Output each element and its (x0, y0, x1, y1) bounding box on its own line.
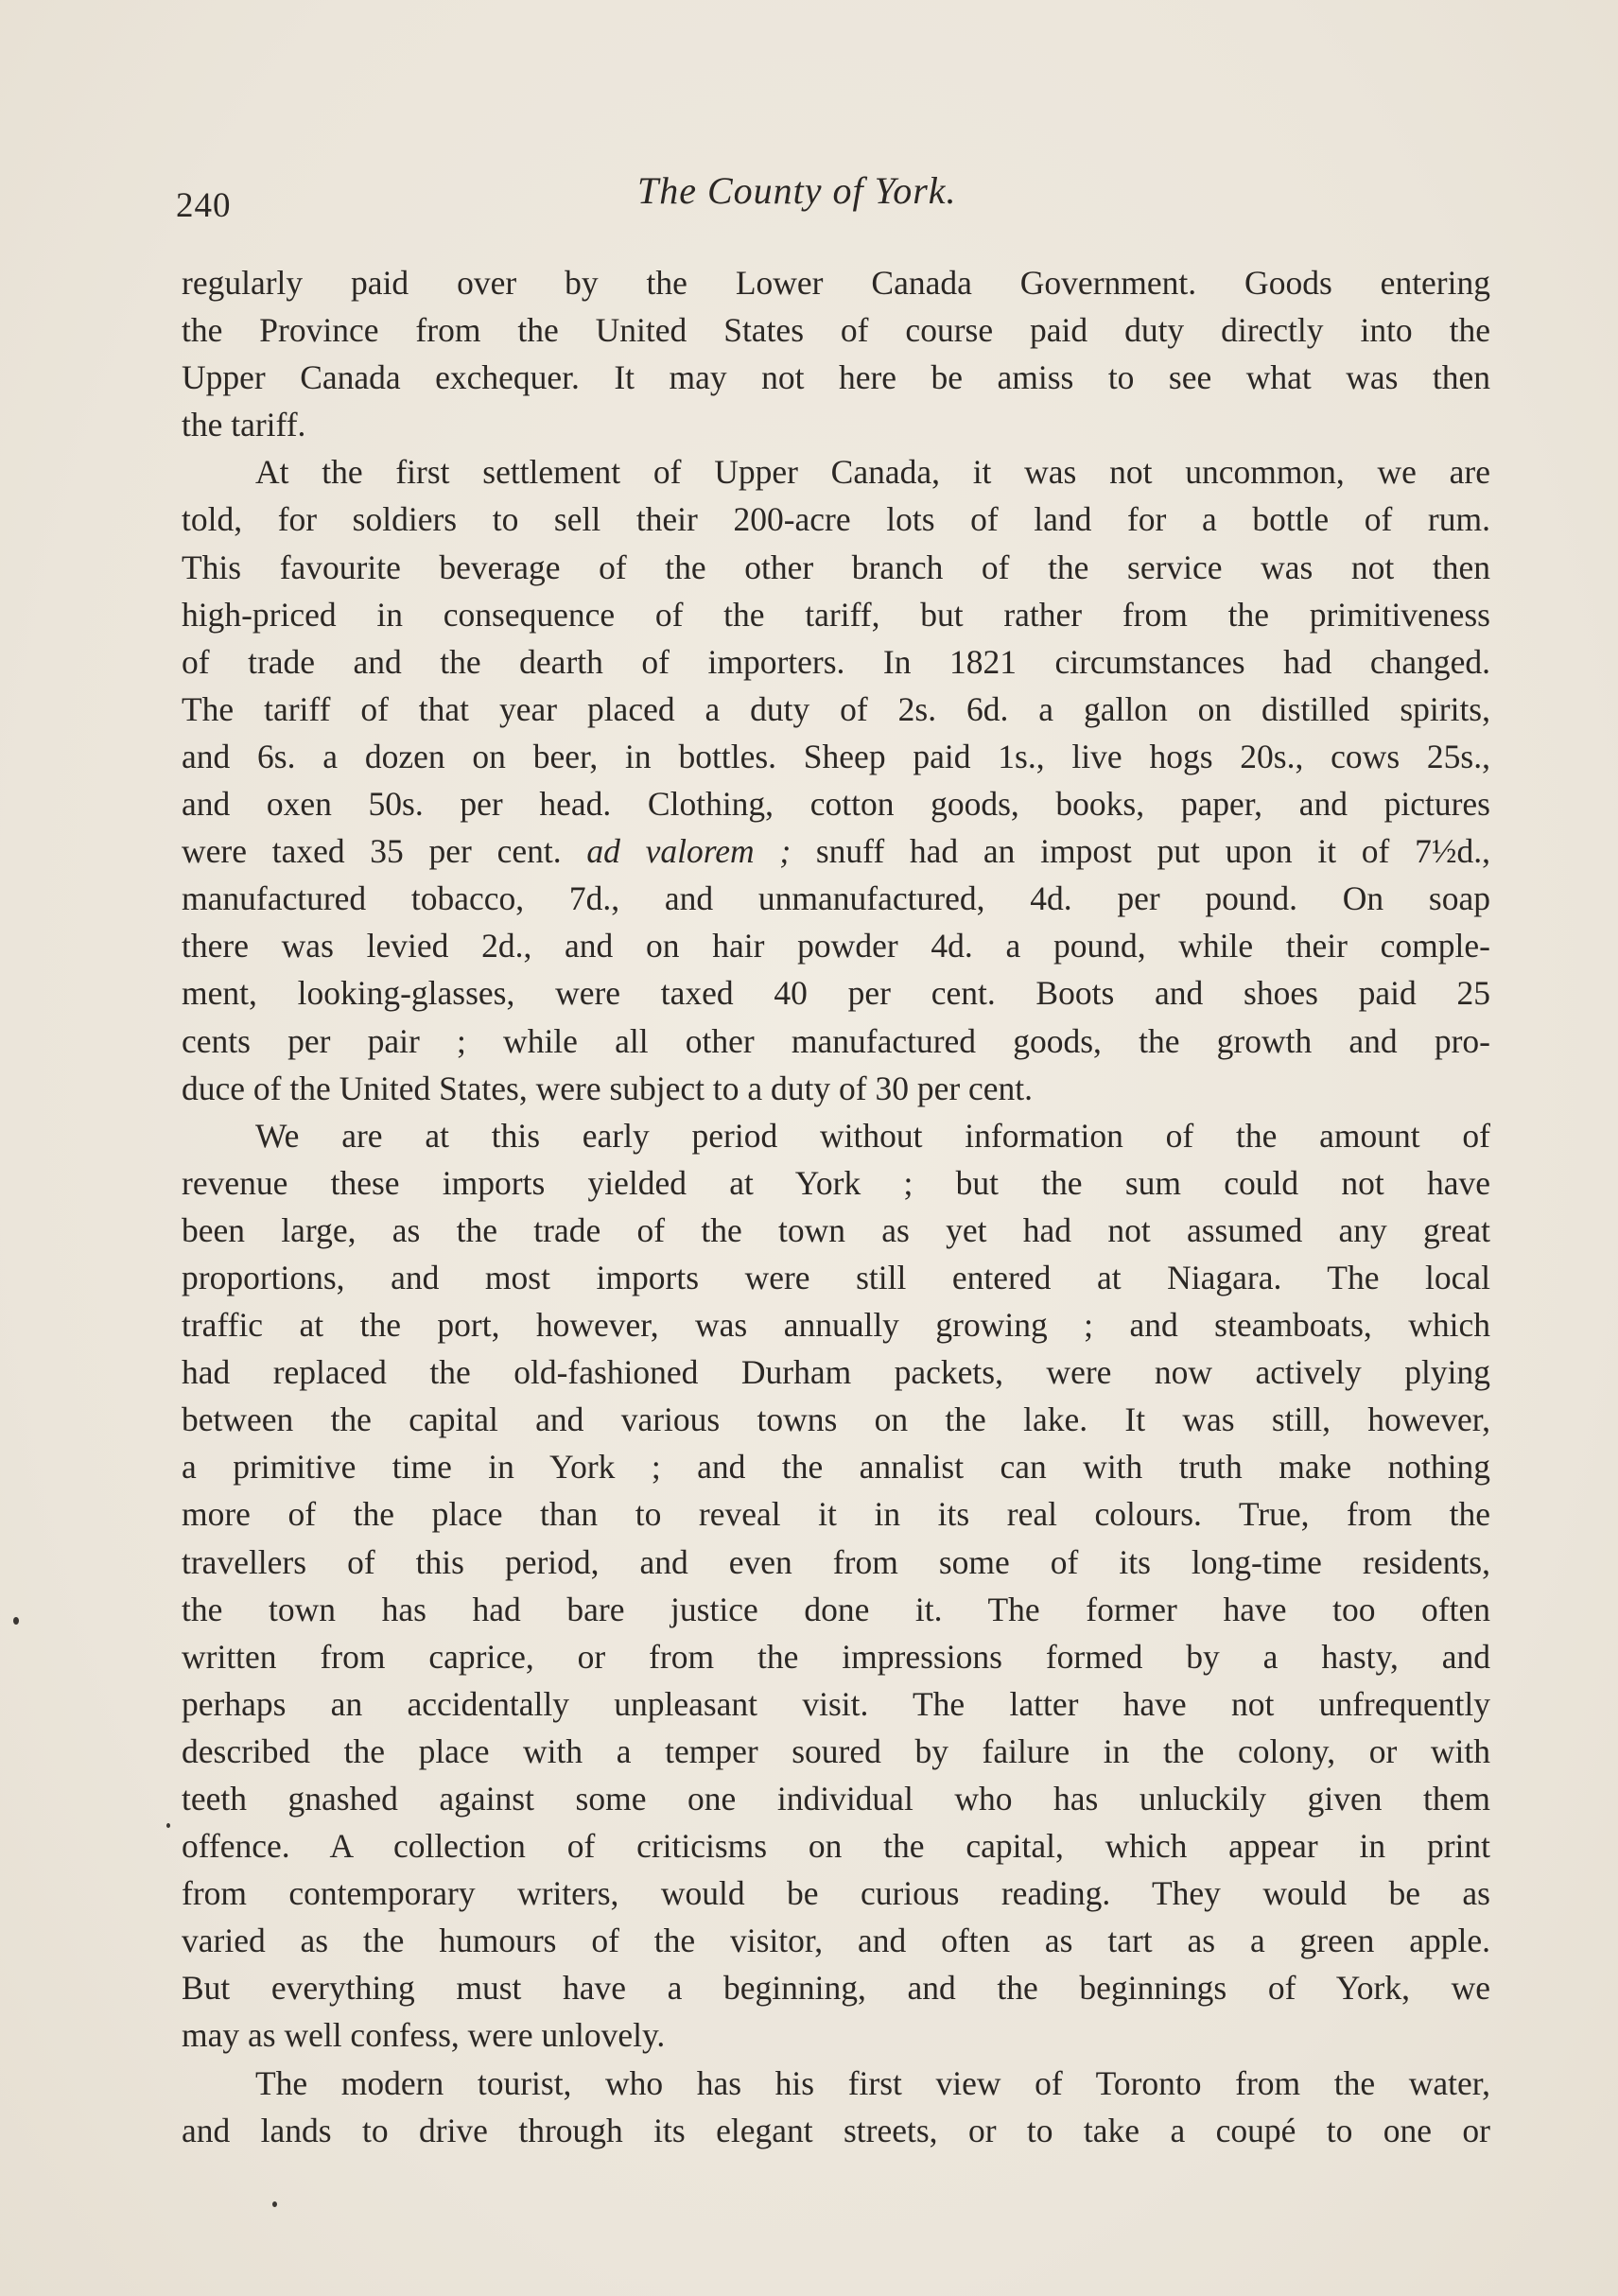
text-line: had replaced the old-fashioned Durham packets, were now actively plying (182, 1353, 1490, 1392)
italic-phrase: ad valorem ; (586, 832, 792, 871)
text-line: the tariff. (182, 406, 306, 444)
text-line: between the capital and various towns on the lake. It was still, however, (182, 1400, 1490, 1439)
text-line: been large, as the trade of the town as yet had not assumed any great (182, 1210, 1490, 1249)
text-line: The tariff of that year placed a duty of 2s. 6d. a gallon on distilled spirits, (182, 689, 1490, 728)
page-number: 240 (176, 186, 232, 225)
text-line: Upper Canada exchequer. It may not here be amiss to see what was then (182, 358, 1490, 397)
ink-speck (166, 1823, 170, 1828)
text-line: offence. A collection of criticisms on the capital, which appear in print (182, 1827, 1490, 1866)
text-line: duce of the United States, were subject to a duty of 30 per cent. (182, 1069, 1034, 1107)
text-line: a primitive time in York ; and the annalist can with truth make nothing (182, 1448, 1490, 1487)
text-line: manufactured tobacco, 7d., and unmanufactured, 4d. per pound. On soap (182, 879, 1490, 918)
text-line: This favourite beverage of the other branch of the service was not then (182, 548, 1490, 586)
text-line: may as well confess, were unlovely. (182, 2016, 666, 2055)
text-line: regularly paid over by the Lower Canada Government. Goods entering (182, 264, 1490, 302)
text-line: revenue these imports yielded at York ; but the sum could not have (182, 1163, 1490, 1202)
page-header (176, 168, 1500, 225)
text-line: cents per pair ; while all other manufactured goods, the growth and pro- (182, 1021, 1490, 1060)
text-line: the town has had bare justice done it. The former have too often (182, 1590, 1490, 1628)
text-line: varied as the humours of the visitor, and often as tart as a green apple. (182, 1922, 1490, 1960)
text-line: But everything must have a beginning, and the beginnings of York, we (182, 1969, 1490, 2008)
text-line: ment, looking-glasses, were taxed 40 per cent. Boots and shoes paid 25 (182, 974, 1490, 1013)
text-line: and 6s. a dozen on beer, in bottles. Sheep paid 1s., live hogs 20s., cows 25s., (182, 737, 1490, 775)
body-text (182, 259, 1490, 2154)
text-line: more of the place than to reveal it in its real colours. True, from the (182, 1495, 1490, 1534)
text-line: of trade and the dearth of importers. In 1821 circumstances had changed. (182, 642, 1490, 681)
text-line: We are at this early period without information of the amount of (255, 1116, 1490, 1155)
text-line: told, for soldiers to sell their 200-acre lots of land for a bottle of rum. (182, 500, 1490, 539)
text-line: The modern tourist, who has his first view of Toronto from the water, (255, 2063, 1490, 2102)
text-line: and oxen 50s. per head. Clothing, cotton goods, books, paper, and pictures (182, 785, 1490, 824)
text-line: there was levied 2d., and on hair powder 4d. a pound, while their comple- (182, 927, 1490, 965)
text-line: perhaps an accidentally unpleasant visit. The latter have not unfrequently (182, 1684, 1490, 1723)
text-line: from contemporary writers, would be curious reading. They would be as (182, 1874, 1490, 1913)
text-line: teeth gnashed against some one individual who has unluckily given them (182, 1780, 1490, 1818)
text-segment: snuff had an impost put upon it of 7½d., (791, 832, 1490, 871)
text-line: described the place with a temper soured by failure in the colony, or with (182, 1731, 1490, 1770)
text-line: At the first settlement of Upper Canada, it was not uncommon, we are (255, 453, 1490, 492)
text-line: traffic at the port, however, was annually growing ; and steamboats, which (182, 1306, 1490, 1345)
text-line: proportions, and most imports were still entered at Niagara. The local (182, 1258, 1490, 1296)
text-line: written from caprice, or from the impressions formed by a hasty, and (182, 1637, 1490, 1676)
text-line: and lands to drive through its elegant streets, or to take a coupé to one or (182, 2111, 1490, 2149)
text-line: travellers of this period, and even from some of its long-time residents, (182, 1542, 1490, 1581)
text-line: high-priced in consequence of the tariff, but rather from the primitiveness (182, 595, 1490, 634)
ink-speck (272, 2201, 277, 2207)
text-segment: were taxed 35 per cent. (182, 832, 587, 871)
text-line: the Province from the United States of course paid duty directly into the (182, 311, 1490, 350)
running-title: The County of York. (637, 169, 957, 212)
ink-speck (13, 1617, 19, 1625)
text-line (182, 827, 1490, 875)
